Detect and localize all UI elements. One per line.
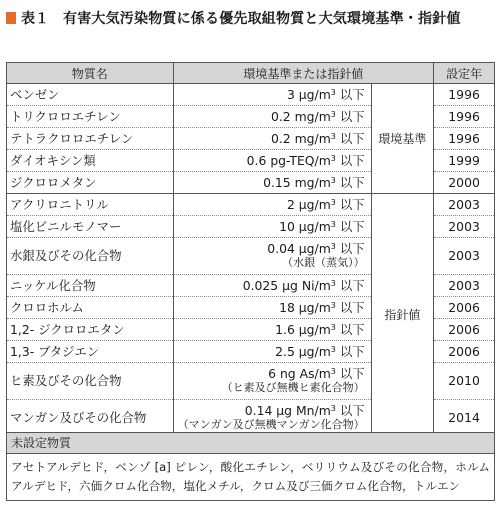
set-year: 2003 <box>434 216 495 238</box>
substance-name: クロロホルム <box>7 297 174 319</box>
value-suffix: 以下 <box>339 196 365 212</box>
value-suffix: 以下 <box>339 277 365 293</box>
header-row <box>7 63 495 84</box>
value-amount: 0.6 pg-TEQ/m <box>246 152 331 168</box>
value-amount: 2.5 μg/m <box>275 343 331 359</box>
set-year: 2006 <box>434 319 495 341</box>
standard-value <box>173 172 371 194</box>
set-year: 2000 <box>434 172 495 194</box>
value-exponent: 3 <box>330 219 336 229</box>
substance-name: ジクロロメタン <box>7 172 174 194</box>
substance-name: ダイオキシン類 <box>7 150 174 172</box>
table-title <box>6 8 461 28</box>
set-year: 1996 <box>434 84 495 106</box>
value-suffix: 以下 <box>339 130 365 146</box>
value-amount: 0.025 μg Ni/m <box>242 277 331 293</box>
substance-name: 1,2- ジクロロエタン <box>7 319 174 341</box>
substance-name: 1,3- ブタジエン <box>7 341 174 363</box>
value-exponent: 3 <box>330 367 336 376</box>
set-year: 2003 <box>434 238 495 275</box>
value-exponent: 3 <box>330 344 336 354</box>
table-body <box>7 84 495 437</box>
value-exponent: 3 <box>330 153 336 163</box>
substance-name: トリクロロエチレン <box>7 106 174 128</box>
table-row <box>7 84 495 106</box>
standard-value <box>173 319 371 341</box>
value-exponent: 3 <box>330 242 336 251</box>
standard-value <box>173 106 371 128</box>
unset-list: アセトアルデヒド，ベンゾ [a] ピレン，酸化エチレン，ベリリウム及びその化合物，ホルムアルデヒド，六価クロム化合物，塩化メチル，クロム及び三価クロム化合物，トルエン <box>11 460 490 493</box>
unset-heading: 未設定物質 <box>7 433 494 454</box>
category-label: 環境基準 <box>371 84 434 194</box>
set-year: 2006 <box>434 297 495 319</box>
substance-name: ニッケル化合物 <box>7 275 174 297</box>
value-amount: 0.2 mg/m <box>270 108 331 124</box>
standard-value <box>173 128 371 150</box>
header-substance: 物質名 <box>7 63 174 84</box>
set-year: 2006 <box>434 341 495 363</box>
set-year: 2010 <box>434 363 495 400</box>
standard-value <box>173 341 371 363</box>
value-amount: 1.6 μg/m <box>275 321 331 337</box>
title-marker-square <box>6 12 16 24</box>
value-exponent: 3 <box>330 278 336 288</box>
table-number: 表１ <box>21 11 49 27</box>
standard-value <box>173 194 371 216</box>
value-amount: 0.15 mg/m <box>263 174 331 190</box>
value-amount: 2 μg/m <box>286 196 331 212</box>
substance-name: ベンゼン <box>7 84 174 106</box>
value-note: （ヒ素及び無機ヒ素化合物） <box>221 381 365 394</box>
value-suffix: 以下 <box>339 321 365 337</box>
value-suffix: 以下 <box>339 343 365 359</box>
value-suffix: 以下 <box>339 299 365 315</box>
value-suffix: 以下 <box>339 152 365 168</box>
set-year: 2003 <box>434 275 495 297</box>
standard-value <box>173 297 371 319</box>
table-row <box>7 194 495 216</box>
table-title-text: 有害大気汚染物質に係る優先取組物質と大気環境基準・指針値 <box>63 11 461 27</box>
value-exponent: 3 <box>330 109 336 119</box>
standard-value <box>173 84 371 106</box>
value-exponent: 3 <box>330 197 336 207</box>
standard-value <box>173 400 371 437</box>
standard-value <box>173 238 371 275</box>
category-label: 指針値 <box>371 194 434 437</box>
unset-substances-box <box>6 432 495 501</box>
value-amount: 6 ng As/m <box>268 366 331 381</box>
standard-value <box>173 216 371 238</box>
value-suffix: 以下 <box>339 366 365 381</box>
substance-name: 塩化ビニルモノマー <box>7 216 174 238</box>
value-amount: 18 μg/m <box>279 299 331 315</box>
substance-name: 水銀及びその化合物 <box>7 238 174 275</box>
value-note: （マンガン及び無機マンガン化合物） <box>177 418 365 431</box>
value-amount: 0.2 mg/m <box>270 130 331 146</box>
value-suffix: 以下 <box>339 241 365 256</box>
standard-value <box>173 150 371 172</box>
header-standard: 環境基準または指針値 <box>173 63 434 84</box>
set-year: 1999 <box>434 150 495 172</box>
substance-name: ヒ素及びその化合物 <box>7 363 174 400</box>
value-amount: 10 μg/m <box>279 218 331 234</box>
value-exponent: 3 <box>330 322 336 332</box>
value-exponent: 3 <box>330 131 336 141</box>
substance-name: テトラクロロエチレン <box>7 128 174 150</box>
standard-value <box>173 363 371 400</box>
value-exponent: 3 <box>330 87 336 97</box>
value-suffix: 以下 <box>339 174 365 190</box>
substance-name: マンガン及びその化合物 <box>7 400 174 437</box>
standard-value <box>173 275 371 297</box>
value-note: （水銀（蒸気）） <box>282 256 365 269</box>
value-exponent: 3 <box>330 300 336 310</box>
value-suffix: 以下 <box>339 86 365 102</box>
set-year: 1996 <box>434 106 495 128</box>
header-year: 設定年 <box>434 63 495 84</box>
set-year: 2003 <box>434 194 495 216</box>
value-suffix: 以下 <box>339 218 365 234</box>
value-suffix: 以下 <box>339 108 365 124</box>
set-year: 1996 <box>434 128 495 150</box>
value-amount: 3 μg/m <box>286 86 331 102</box>
value-suffix: 以下 <box>339 403 365 418</box>
set-year: 2014 <box>434 400 495 437</box>
value-exponent: 3 <box>330 404 336 413</box>
value-exponent: 3 <box>330 175 336 185</box>
substance-name: アクリロニトリル <box>7 194 174 216</box>
standards-table <box>6 62 495 437</box>
value-amount: 0.14 μg Mn/m <box>244 403 331 418</box>
value-amount: 0.04 μg/m <box>267 241 331 256</box>
